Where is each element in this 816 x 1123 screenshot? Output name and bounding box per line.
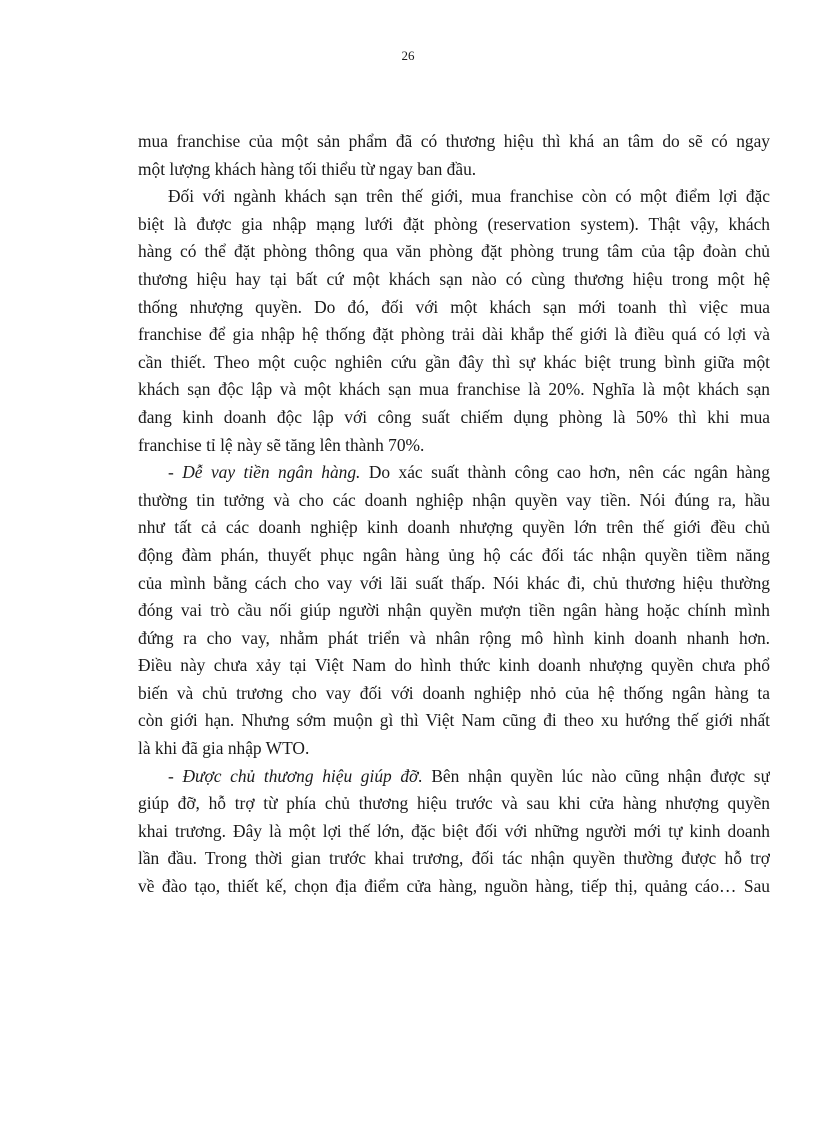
text-segment: của mình bằng cách cho vay với lãi suất thấp. Nói khác đi, chủ thương hiệu thường bbox=[138, 572, 770, 593]
text-line bbox=[138, 156, 770, 184]
text-line bbox=[138, 349, 770, 377]
text-line bbox=[138, 818, 770, 846]
text-segment: đang kinh doanh độc lập với công suất chiếm dụng phòng là 50% thì khi mua bbox=[138, 406, 770, 427]
text-segment: thống nhượng quyền. Do đó, đối với một khách sạn mới toanh thì việc mua bbox=[138, 296, 770, 317]
page-number: 26 bbox=[401, 48, 415, 63]
text-line bbox=[138, 625, 770, 653]
text-segment: Do xác suất thành công cao hơn, nên các ngân hàng bbox=[360, 462, 770, 483]
text-line bbox=[138, 680, 770, 708]
text-line bbox=[138, 487, 770, 515]
text-line bbox=[138, 845, 770, 873]
text-line bbox=[138, 238, 770, 266]
text-segment: đứng ra cho vay, nhằm phát triển và nhân rộng mô hình kinh doanh nhanh hơn. bbox=[138, 627, 770, 648]
text-segment: khai trương. Đây là một lợi thế lớn, đặc biệt đối với những người mới tự kinh doanh bbox=[138, 820, 770, 841]
text-line bbox=[138, 432, 770, 460]
text-line bbox=[138, 404, 770, 432]
text-segment: - bbox=[168, 765, 183, 786]
text-line bbox=[138, 459, 770, 487]
text-segment: franchise để gia nhập hệ thống đặt phòng trải dài khắp thế giới là điều quá có lợi và bbox=[138, 324, 770, 345]
text-segment: một lượng khách hàng tối thiểu từ ngay ban đầu. bbox=[138, 158, 477, 179]
text-line bbox=[138, 763, 770, 791]
text-line bbox=[138, 294, 770, 322]
text-line bbox=[138, 652, 770, 680]
text-line bbox=[138, 321, 770, 349]
italic-heading-text: Dễ vay tiền ngân hàng. bbox=[182, 462, 361, 483]
text-line bbox=[138, 790, 770, 818]
text-segment: hàng có thể đặt phòng thông qua văn phòng đặt phòng trung tâm của tập đoàn chủ bbox=[138, 241, 770, 262]
italic-heading-text: Được chủ thương hiệu giúp đỡ. bbox=[182, 765, 423, 786]
text-segment: franchise tỉ lệ này sẽ tăng lên thành 70%. bbox=[138, 434, 425, 455]
text-line bbox=[138, 570, 770, 598]
text-segment: biến và chủ trương cho vay đối với doanh nghiệp nhỏ của hệ thống ngân hàng ta bbox=[138, 682, 770, 703]
text-segment: mua franchise của một sản phẩm đã có thương hiệu thì khá an tâm do sẽ có ngay bbox=[138, 131, 770, 151]
text-segment: cần thiết. Theo một cuộc nghiên cứu gần đây thì sự khác biệt trung bình giữa một bbox=[138, 351, 770, 372]
text-segment: Bên nhận quyền lúc nào cũng nhận được sự bbox=[422, 765, 770, 786]
text-segment: biệt là được gia nhập mạng lưới đặt phòng (reservation system). Thật vậy, khách bbox=[138, 213, 770, 234]
text-line bbox=[138, 266, 770, 294]
text-line bbox=[138, 735, 770, 763]
text-segment: - bbox=[168, 462, 183, 483]
text-segment: như tất cả các doanh nghiệp kinh doanh nhượng quyền lớn trên thế giới đều chủ bbox=[138, 517, 770, 538]
document-body bbox=[138, 128, 770, 901]
text-segment: động đàm phán, thuyết phục ngân hàng ủng hộ các đối tác nhận quyền tiềm năng bbox=[138, 544, 770, 565]
text-segment: giúp đỡ, hỗ trợ từ phía chủ thương hiệu trước và sau khi cửa hàng nhượng quyền bbox=[138, 793, 770, 814]
text-line bbox=[138, 514, 770, 542]
text-segment: Điều này chưa xảy tại Việt Nam do hình thức kinh doanh nhượng quyền chưa phổ bbox=[138, 655, 770, 676]
text-line bbox=[138, 873, 770, 901]
text-line bbox=[138, 211, 770, 239]
text-segment: còn giới hạn. Nhưng sớm muộn gì thì Việt Nam cũng đi theo xu hướng thế giới nhất bbox=[138, 710, 770, 731]
text-segment: đóng vai trò cầu nối giúp người nhận quyền mượn tiền ngân hàng hoặc chính mình bbox=[138, 600, 770, 621]
text-line bbox=[138, 542, 770, 570]
text-line bbox=[138, 376, 770, 404]
text-line bbox=[138, 128, 770, 156]
text-segment: là khi đã gia nhập WTO. bbox=[138, 738, 310, 759]
text-segment: khách sạn độc lập và một khách sạn mua franchise là 20%. Nghĩa là một khách sạn bbox=[138, 379, 770, 400]
text-segment: Đối với ngành khách sạn trên thế giới, mua franchise còn có một điểm lợi đặc bbox=[168, 186, 770, 207]
text-segment: lần đầu. Trong thời gian trước khai trương, đối tác nhận quyền thường được hỗ trợ bbox=[138, 848, 770, 869]
text-segment: thương hiệu hay tại bất cứ một khách sạn nào có cùng thương hiệu trong một hệ bbox=[138, 268, 770, 289]
text-line bbox=[138, 707, 770, 735]
text-segment: thường tin tưởng và cho các doanh nghiệp nhận quyền vay tiền. Nói đúng ra, hầu bbox=[138, 489, 770, 510]
text-line bbox=[138, 183, 770, 211]
text-segment: về đào tạo, thiết kế, chọn địa điểm cửa hàng, nguồn hàng, tiếp thị, quảng cáo… Sau bbox=[138, 876, 770, 897]
text-line bbox=[138, 597, 770, 625]
